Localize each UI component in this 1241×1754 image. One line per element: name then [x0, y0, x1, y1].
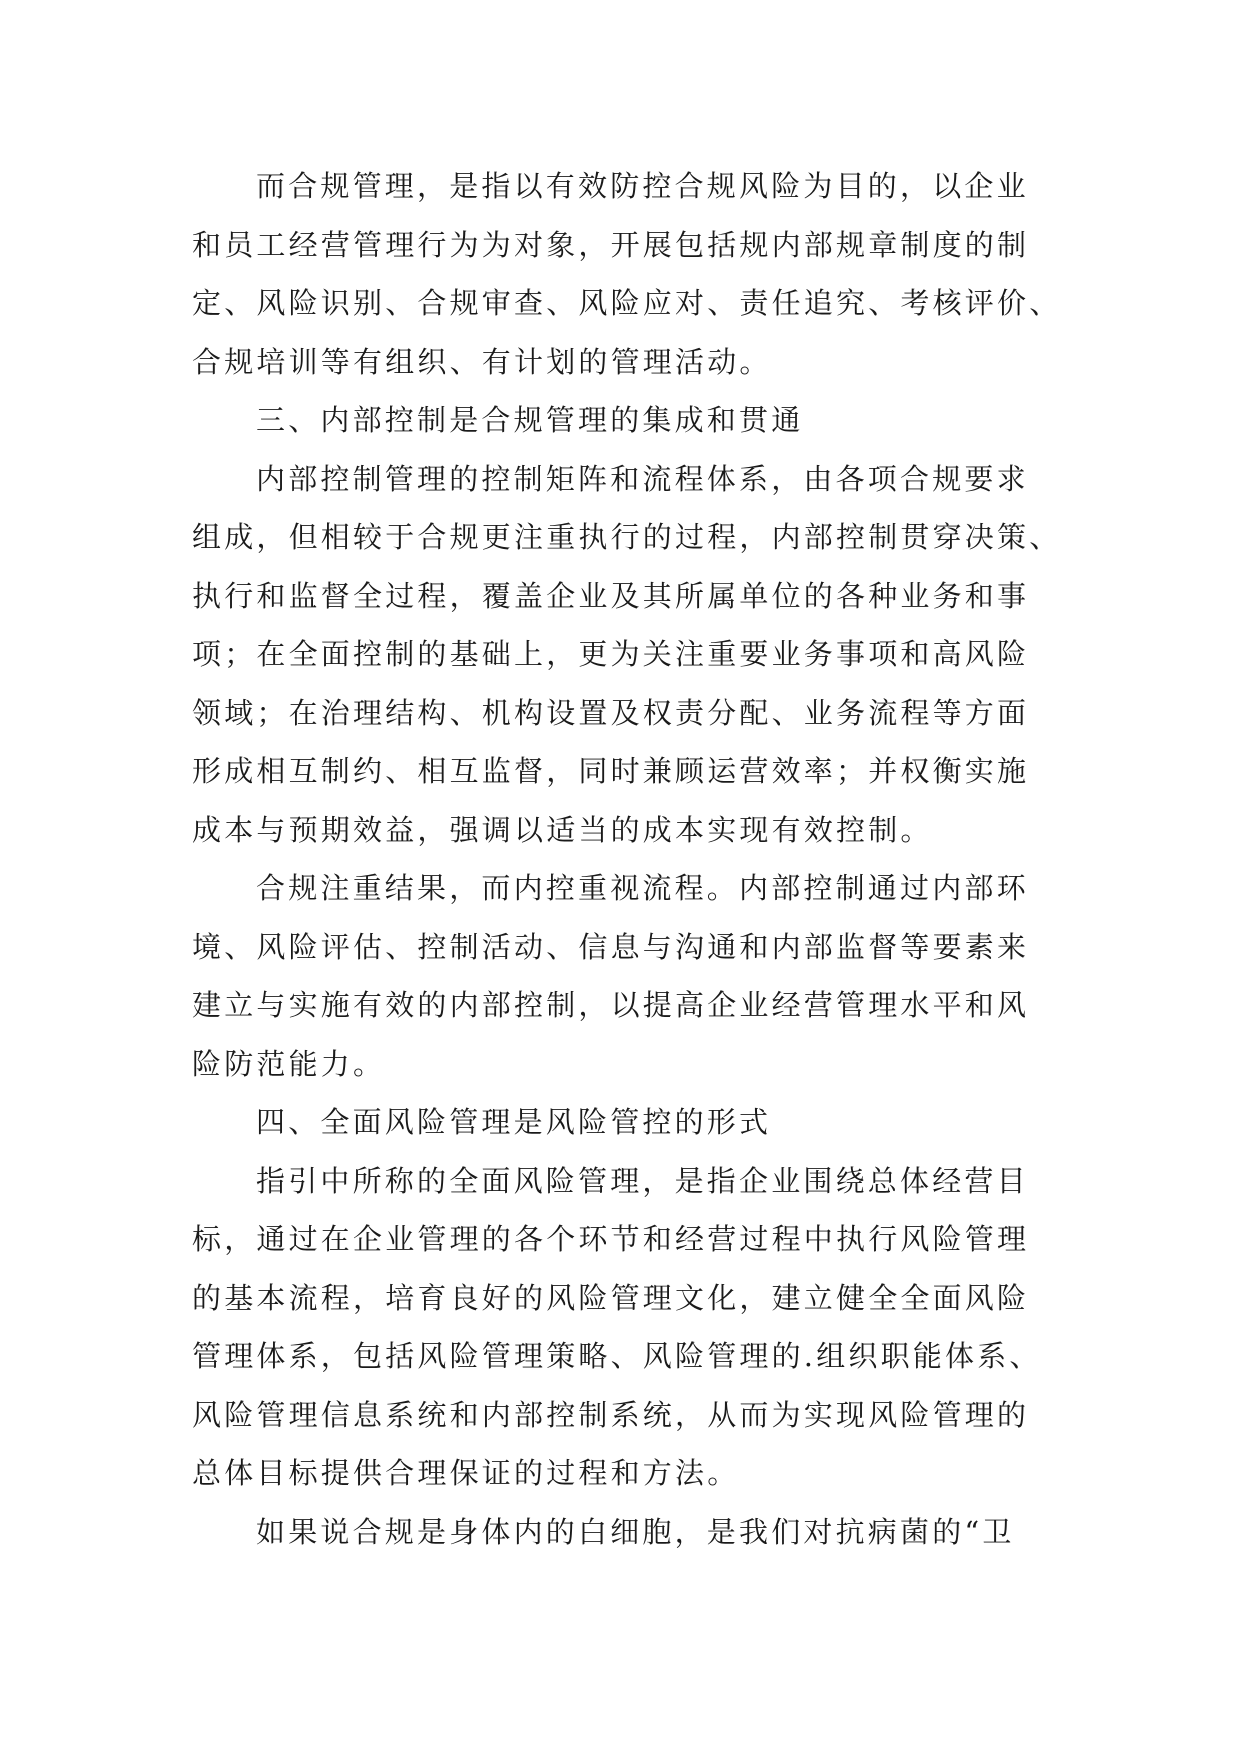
paragraph-line: 如果说合规是身体内的白细胞，是我们对抗病菌的“卫 — [256, 1514, 1015, 1549]
paragraph-line: 内部控制管理的控制矩阵和流程体系，由各项合规要求 — [256, 461, 1029, 496]
paragraph-line: 管理体系，包括风险管理策略、风险管理的.组织职能体系、 — [192, 1339, 1042, 1373]
section-heading: 三、内部控制是合规管理的集成和贯通 — [256, 403, 804, 437]
paragraph-line: 总体目标提供合理保证的过程和方法。 — [192, 1456, 740, 1490]
paragraph-line: 领域；在治理结构、机构设置及权责分配、业务流程等方面 — [192, 695, 1030, 730]
paragraph-line: 合规培训等有组织、有计划的管理活动。 — [192, 344, 772, 379]
section-heading: 四、全面风险管理是风险管控的形式 — [256, 1105, 772, 1139]
paragraph-line: 而合规管理，是指以有效防控合规风险为目的，以企业 — [256, 169, 1029, 203]
paragraph-line: 项；在全面控制的基础上，更为关注重要业务事项和高风险 — [192, 637, 1030, 671]
paragraph-line: 标，通过在企业管理的各个环节和经营过程中执行风险管理 — [192, 1222, 1030, 1256]
document-body — [192, 157, 1062, 1561]
paragraph-line: 风险管理信息系统和内部控制系统，从而为实现风险管理的 — [192, 1397, 1030, 1432]
paragraph-line: 形成相互制约、相互监督，同时兼顾运营效率；并权衡实施 — [192, 754, 1030, 788]
paragraph-line: 指引中所称的全面风险管理，是指企业围绕总体经营目 — [256, 1163, 1029, 1198]
paragraph-line: 建立与实施有效的内部控制，以提高企业经营管理水平和风 — [192, 988, 1030, 1022]
paragraph-line: 境、风险评估、控制活动、信息与沟通和内部监督等要素来 — [192, 929, 1030, 964]
paragraph-line: 的基本流程，培育良好的风险管理文化，建立健全全面风险 — [192, 1280, 1030, 1315]
paragraph-line: 合规注重结果，而内控重视流程。内部控制通过内部环 — [256, 871, 1029, 905]
paragraph-line: 成本与预期效益，强调以适当的成本实现有效控制。 — [192, 812, 933, 847]
paragraph-line: 组成，但相较于合规更注重执行的过程，内部控制贯穿决策、 — [192, 520, 1062, 554]
paragraph-line: 和员工经营管理行为为对象，开展包括规内部规章制度的制 — [192, 227, 1030, 262]
paragraph-line: 险防范能力。 — [192, 1046, 386, 1081]
paragraph-line: 执行和监督全过程，覆盖企业及其所属单位的各种业务和事 — [192, 578, 1030, 613]
paragraph-line: 定、风险识别、合规审查、风险应对、责任追究、考核评价、 — [192, 286, 1062, 320]
